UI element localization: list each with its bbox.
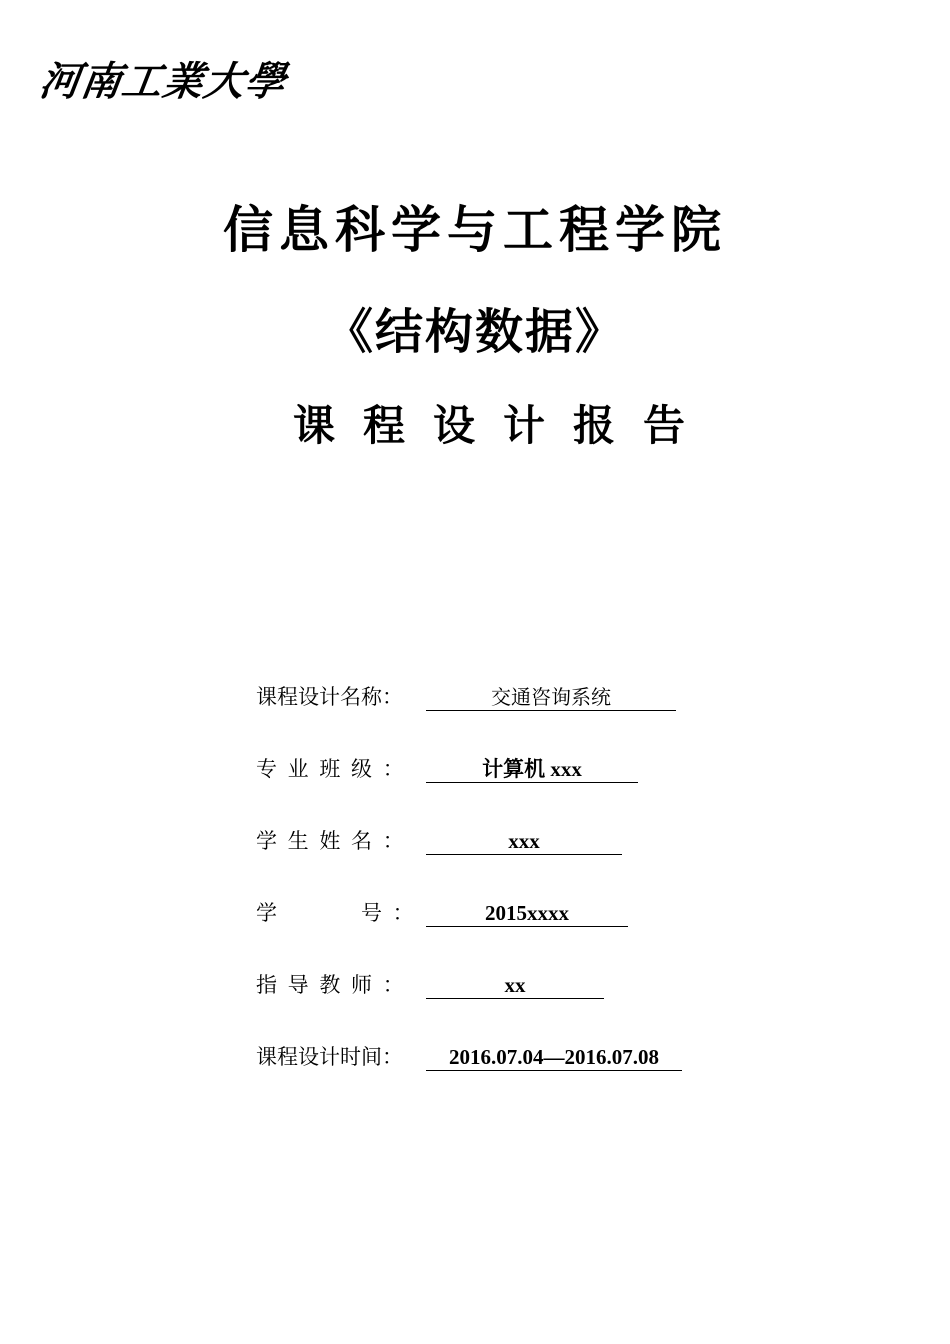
design-time-value: 2016.07.04—2016.07.08 [426,1040,682,1071]
advisor-label: 指 导 教 师 ： [256,973,406,997]
course-design-name-row [256,680,816,752]
college-title: 信息科学与工程学院 [223,201,727,259]
major-class-label: 专 业 班 级 ： [256,757,406,781]
design-time-label: 课程设计时间： [256,1045,403,1069]
university-logo: 河南工業大學 [36,58,290,105]
report-title: 课程设计报告 [292,401,713,450]
course-design-name-value: 交通咨询系统 [426,680,676,711]
student-name-label: 学 生 姓 名 ： [256,829,406,853]
student-name-row [256,824,816,896]
design-time-row [256,1040,816,1112]
info-table [256,680,816,1112]
course-title: 《结构数据》 [324,304,625,360]
student-id-label [256,896,426,930]
student-id-label-first: 学 [256,901,277,925]
major-class-row [256,752,816,824]
student-name-value: xxx [426,824,622,855]
advisor-row [256,968,816,1040]
major-class-value: 计算机 xxx [426,752,638,783]
advisor-value: xx [426,968,604,999]
student-id-value: 2015xxxx [426,896,628,927]
student-id-row [256,896,816,968]
student-id-label-last: 号 ： [361,901,416,925]
course-design-name-label: 课程设计名称： [256,685,403,709]
